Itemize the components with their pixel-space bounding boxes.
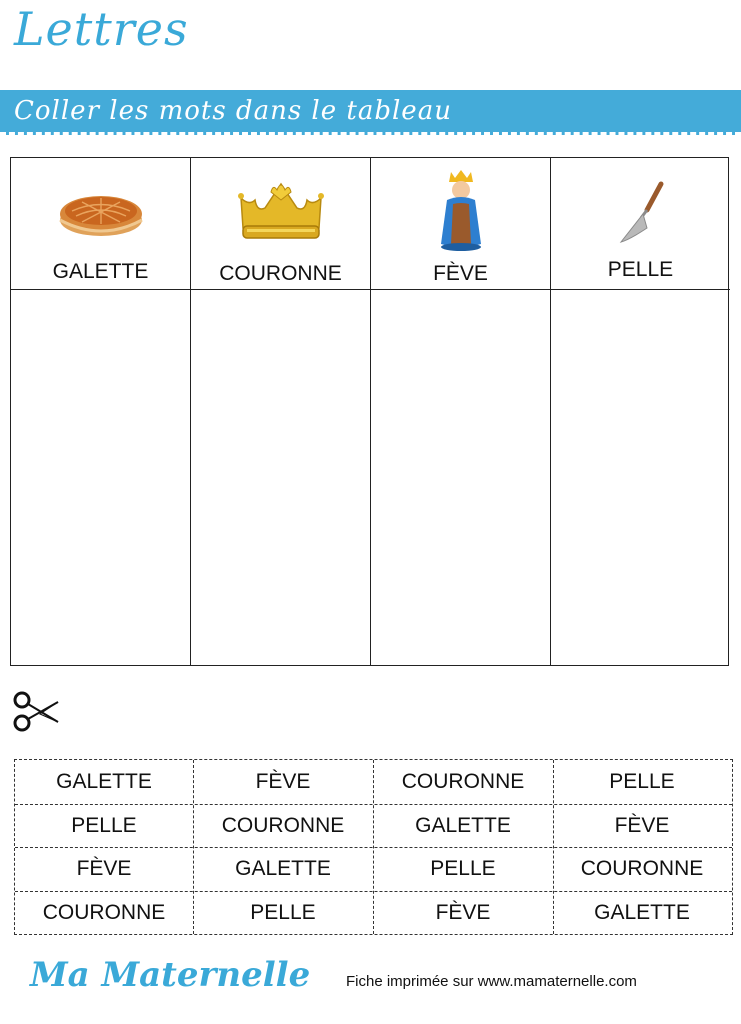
- cut-word: PELLE: [71, 814, 137, 837]
- crown-icon: [237, 176, 325, 246]
- header-cell-couronne: [191, 158, 370, 290]
- instruction-text: Coller les mots dans le tableau: [14, 96, 452, 126]
- header-cell-pelle: [551, 158, 730, 290]
- cut-word: FÈVE: [76, 857, 132, 880]
- cut-word: FÈVE: [435, 901, 491, 924]
- column-galette: [11, 158, 191, 665]
- cut-word: GALETTE: [235, 857, 331, 880]
- cut-word: PELLE: [250, 901, 316, 924]
- feve-figurine-icon: [435, 168, 487, 252]
- cut-word: PELLE: [609, 770, 675, 793]
- column-feve: [371, 158, 551, 665]
- cut-word: GALETTE: [415, 814, 511, 837]
- page-title: Lettres: [14, 2, 189, 56]
- instruction-banner: [0, 90, 741, 135]
- column-word-galette: GALETTE: [52, 260, 149, 283]
- header-cell-feve: [371, 158, 550, 290]
- galette-icon: [58, 180, 144, 242]
- pie-server-icon: [613, 180, 669, 246]
- cut-word: COURONNE: [42, 901, 166, 924]
- cut-out-words-table: [14, 759, 733, 935]
- cut-word: COURONNE: [221, 814, 345, 837]
- header-cell-galette: [11, 158, 190, 290]
- cut-word: FÈVE: [614, 814, 670, 837]
- cut-word: GALETTE: [56, 770, 152, 793]
- cut-word: GALETTE: [594, 901, 690, 924]
- column-word-couronne: COURONNE: [219, 262, 342, 285]
- cut-word: COURONNE: [580, 857, 704, 880]
- cut-word: FÈVE: [255, 770, 311, 793]
- column-word-feve: FÈVE: [433, 262, 488, 285]
- column-pelle: [551, 158, 730, 665]
- scissors-icon: [10, 690, 62, 734]
- cut-word: PELLE: [430, 857, 496, 880]
- cut-word: COURONNE: [401, 770, 525, 793]
- footer-printed-on: Fiche imprimée sur www.mamaternelle.com: [346, 973, 637, 990]
- column-word-pelle: PELLE: [607, 258, 674, 281]
- column-couronne: [191, 158, 371, 665]
- brand-logo: Ma Maternelle: [30, 955, 311, 995]
- sorting-table: [10, 157, 729, 666]
